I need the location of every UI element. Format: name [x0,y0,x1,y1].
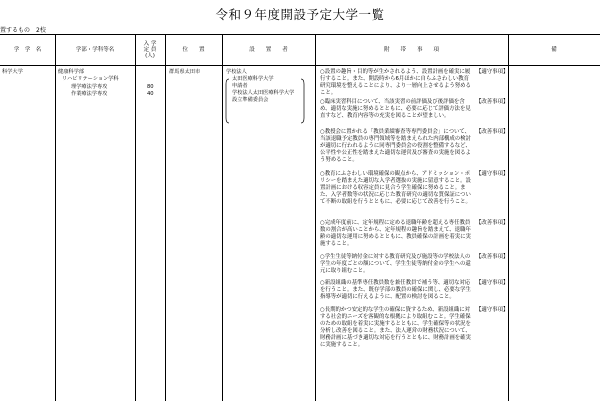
note-item: ○臨床実習科目について、当該実習の前評価及び後評価を含め、適切な実施に努めるとともに、必要に応じて評価方法を見直すなど、教育内容等の充実を図ることが望ましい。 [320,99,471,119]
location-text: 群馬県太田市 [169,69,201,75]
header-university: 学 学 名 [13,47,42,53]
founder-type: 学校法人 [226,69,247,75]
page-title: 令和９年度開設予定大学一覧 [215,7,385,22]
note-item: ○完成年度前に、定年規程に定める退職年齢を超える専任教員数の割合が高いことから、定年規程の趣旨を踏まえて、退職年齢の適切な運用に努めるとともに、教員確保の計画を着実に実施すること。 [320,220,471,247]
applicant-label: 申請者 [232,83,248,89]
note-item: ○教授会に置かれる「教員業績審査等専門委員会」について、当該退職予定教員の専門領域等を踏まえられた内部構成の検討が適切に行われるように同専門委員会の役割を整備するなど、公平性や公正性を踏まえた適切な運営及び審査の実施を図るよう努めること。 [320,129,471,163]
header-remarks: 備 [551,47,557,53]
major-name: 理学療法学専攻 [71,84,108,90]
column-divider [315,35,316,401]
column-divider [135,35,136,401]
note-item: ○長期的かつ安定的な学生の確保に資するため、新設組織に対する社会的ニーズを客観的な根拠により取組むこと。学生確保のための取組を着実に実施するとともに、学生確保等の状況を分析し改善を図ること。また、法人運営の財務状況について、財務計画に基づき適切な対応を行うとともに、財務計画を確実に実施すること。 [320,307,471,348]
note-tag: 【適守事項】 [476,69,509,75]
note-item: ○教育にふさわしい環境確保の観点から、アドミッション・ポリシーを踏まえた適切な入学者選抜の実施に留意すること。設置計画における収容定員に見合う学生確保に努めること。また、入学者数等の状況に応じた教育研究の適切な質保証について不断の取組を行うとともに、必要に応じて改善を行うこと。 [320,171,471,205]
column-divider [55,35,56,401]
applicant-detail: 設立準備委員会 [232,97,269,103]
note-tag: 【適守事項】 [476,307,509,313]
note-tag: 【改善事項】 [476,254,509,260]
header-founder: 設 置 者 [249,47,288,53]
applicant-detail: 学校法人太田医療科学大学 [232,90,295,96]
major-capacity: 40 [147,91,154,97]
note-tag: 【適守事項】 [476,171,509,177]
header-divider [0,65,600,66]
column-divider [508,35,509,401]
department-name: リハビリテーション学科 [62,76,119,82]
header-capacity: 入 学 定 員 (人) [143,41,157,59]
note-item: ○学生生徒等納付金に対する教育研究及び施設等の学校法人の学生の年度ごとの額について、学生生徒等納付金の学生への還元に取り組むこと。 [320,254,471,274]
header-location: 位 置 [182,47,205,53]
note-tag: 【改善事項】 [476,99,509,105]
note-tag: 【適守事項】 [476,280,509,286]
note-tag: 【改善事項】 [476,220,509,226]
major-capacity: 80 [147,84,154,90]
note-item: ○設置の趣旨・目的等が生かされるよう、設置計画を確実に履行すること。また、開設時から6月ほかに自らふさわしい教育研究環境を整えることにより、より一層向上させるよう努めること。 [320,69,471,96]
note-tag: 【改善事項】 [476,129,509,135]
header-faculty: 学部・学科等名 [75,47,115,53]
faculty-name: 健康科学部 [58,69,84,75]
note-item: ○新設組織の基準専任教員数を兼任教員で補う等、適切な対応を行うこと。また、既存学部の教員の確保に関し、必要な学生指導等が適切に行えるように、配置の検討を図ること。 [320,280,471,300]
founder-name: 太田医療科学大学 [232,76,274,82]
column-divider [165,35,166,401]
university-name: 科学大学 [2,69,23,75]
column-divider [222,35,223,401]
header-notes: 附 帯 事 項 [383,47,439,53]
section-subheading: 置するもの 2校 [0,27,46,34]
major-name: 作業療法学専攻 [71,91,108,97]
university-table [0,34,600,401]
